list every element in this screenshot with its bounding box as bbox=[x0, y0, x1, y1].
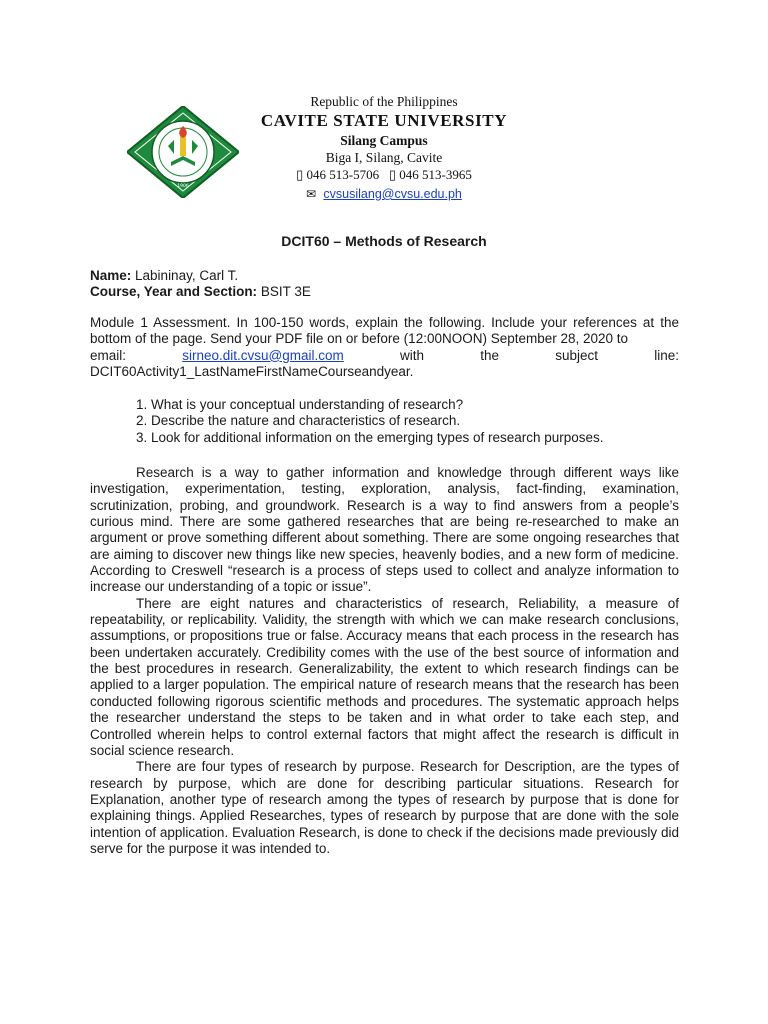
course-label: Course, Year and Section: bbox=[90, 284, 258, 299]
phone-icon: ▯ bbox=[388, 167, 397, 182]
phone-number-2: 046 513-3965 bbox=[399, 167, 472, 182]
submission-email-link[interactable]: sirneo.dit.cvsu@gmail.com bbox=[182, 347, 344, 363]
word-line: line: bbox=[654, 347, 679, 363]
email-line bbox=[250, 184, 518, 204]
word-the: the bbox=[480, 347, 499, 363]
instructions bbox=[90, 315, 679, 380]
question-item: 3. Look for additional information on the emerging types of research purposes. bbox=[136, 429, 604, 445]
course-row bbox=[90, 284, 680, 300]
phone-icon: ▯ bbox=[296, 167, 304, 182]
university-name: CAVITE STATE UNIVERSITY bbox=[260, 111, 508, 130]
svg-text:1906: 1906 bbox=[177, 184, 189, 189]
essay-body bbox=[90, 465, 679, 857]
campus-name: Silang Campus bbox=[340, 133, 428, 148]
essay-paragraph: There are four types of research by purpose. Research for Description, are the types of research by purpose, which are done for describing particular situations. Research for Explanation, another type of research among the types of research by purpose that is done for explaining things. Applied Researches, types of research by purpose that are done with the sole intention of application. Evaluation Research, is done to check if the decisions made previously did serve for the purpose it was intended to. bbox=[90, 759, 679, 856]
student-name: Labininay, Carl T. bbox=[135, 268, 239, 283]
name-label: Name: bbox=[90, 268, 132, 283]
essay-paragraph: Research is a way to gather information and knowledge through different ways like investigation, experimentation, testing, exploration, analysis, fact-finding, examination, scrutinization, probing, and groundwork. Research is a way to find answers from a people’s curious mind. There are some gathered researches that are being re-researched to make an argument or prove something different about something. There are some ongoing researches that are aiming to discover new things like new species, heavenly bodies, and a new form of medicine. According to Creswell “research is a process of steps used to collect and analyze information to increase our understanding of a topic or issue”. bbox=[90, 465, 679, 595]
course-title: DCIT60 – Methods of Research bbox=[281, 233, 487, 249]
question-item: 2. Describe the nature and characteristics of research. bbox=[136, 413, 461, 429]
student-name-row bbox=[90, 268, 680, 284]
questions-list bbox=[136, 397, 676, 446]
instructions-email-row bbox=[90, 348, 679, 364]
letterhead bbox=[250, 93, 518, 204]
email-label: email: bbox=[90, 347, 127, 363]
word-with: with bbox=[399, 347, 424, 363]
subject-line-format: DCIT60Activity1_LastNameFirstNameCourseandyear. bbox=[90, 363, 414, 379]
university-email-link[interactable]: cvsusilang@cvsu.edu.ph bbox=[323, 187, 462, 201]
student-info bbox=[90, 268, 680, 300]
course-value: BSIT 3E bbox=[260, 284, 311, 299]
university-seal-logo bbox=[127, 106, 239, 198]
address-line: Biga I, Silang, Cavite bbox=[325, 150, 443, 165]
phone-number-1: 046 513-5706 bbox=[306, 167, 380, 182]
question-item: 1. What is your conceptual understanding of research? bbox=[136, 397, 464, 412]
essay-paragraph: There are eight natures and characteristics of research, Reliability, a measure of repeatability, or replicability. Validity, the strength with which we can make research conclusions, assumptions, or propositions true or false. Accuracy means that each process in the research has been undertaken accurately. Credibility comes with the use of the best source of information and the best procedures in research. Generalizability, the extent to which research findings can be applied to a larger population. The empirical nature of research means that the research has been conducted following rigorous scientific methods and procedures. The systematic approach helps the researcher understand the steps to be taken and in what order to take each step, and Controlled wherein helps to control external factors that might affect the research is difficult in social science research. bbox=[90, 595, 679, 758]
word-subject: subject bbox=[555, 347, 598, 363]
country-line: Republic of the Philippines bbox=[310, 94, 458, 109]
phone-line bbox=[250, 166, 518, 183]
envelope-icon: ✉ bbox=[306, 187, 317, 201]
instructions-text: Module 1 Assessment. In 100-150 words, explain the following. Include your references at the bottom of the page. Send your PDF file on or before (12:00NOON) September 28, 2020 to bbox=[90, 315, 679, 347]
